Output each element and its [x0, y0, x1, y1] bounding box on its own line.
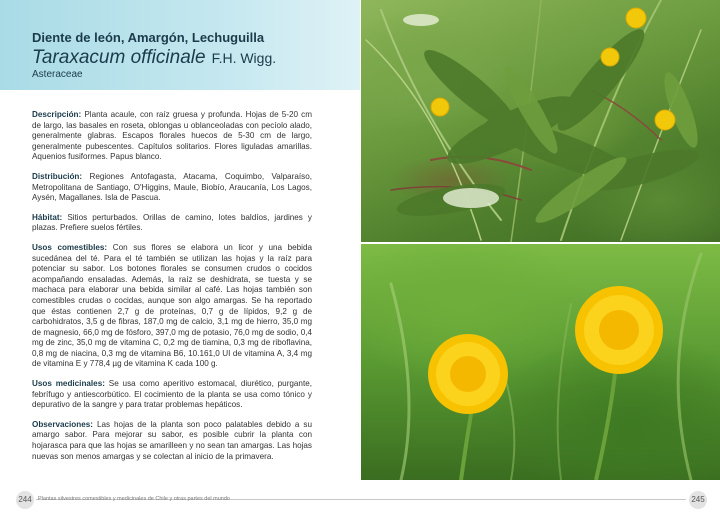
scientific-name: Taraxacum officinale — [32, 47, 206, 68]
descripcion-label: Descripción: — [32, 110, 82, 119]
common-names: Diente de león, Amargón, Lechuguilla — [32, 30, 265, 45]
author-abbreviation: F.H. Wigg. — [211, 50, 277, 66]
usos-comestibles-text: Con sus flores se elabora un licor y una bebida sucedánea del té. Para el té también se utilizan las hojas y la raíz para potenciar su sabor. Los botones florales se consumen crudos o cocidos acompañando ensaladas. Además, la raíz se deshidrata, se tuesta y se machaca para elaborar una bebida similar al café. Las hojas también son comestibles crudas o cocidas, aunque son algo amargas. Se ha reportado que éstas contienen 2,7 g de proteínas, 0,7 g de lípidos, 9,2 g de carbohidratos, 3,5 g de fibras, 187,0 mg de calcio, 3,1 mg de hierro, 35,0 mg de magnesio, 66,0 mg de fósforo, 397,0 mg de potasio, 76,0 mg de sodio, 0,4 mg de zinc, 35,0 mg de vitamina C, 0,2 mg de tiamina, 0,3 mg de riboflavina, 0,8 mg de niacina, 0,3 mg de vitamina B6, 10.161,0 UI de vitamina A, 3,4 mg de vitamina E y 778,4 µg de vitamina K cada 100 g. — [32, 242, 313, 369]
habitat-text: Sitios perturbados. Orillas de camino, lotes baldíos, jardines y plazas. Prefiere suelos fértiles. — [32, 212, 312, 233]
distribucion-paragraph — [32, 172, 312, 204]
observaciones-text: Las hojas de la planta son poco palatables debido a su amargo sabor. Para mejorar su sabor, es posible cubrir la planta con hojarasca para que las hojas se amarilleen y no sean tan amargas. Las hojas nuevas son menos amargas y se colectan al inicio de la primavera. — [32, 419, 312, 461]
scientific-name-line — [32, 47, 276, 69]
distribucion-text: Regiones Antofagasta, Atacama, Coquimbo, Valparaíso, Metropolitana de Santiago, O'Higgins, Maule, Biobío, Araucanía, Los Lagos, Aysén, Magallanes. Isla de Pascua. — [32, 171, 312, 203]
page-number-left: 244 — [16, 491, 34, 509]
usos-comestibles-label: Usos comestibles: — [32, 242, 108, 252]
description-column — [32, 110, 312, 471]
usos-comestibles-paragraph — [32, 243, 312, 370]
habitat-label: Hábitat: — [32, 212, 63, 222]
plant-family: Asteraceae — [32, 69, 83, 80]
observaciones-label: Observaciones: — [32, 419, 93, 429]
usos-medicinales-text: Se usa como aperitivo estomacal, diurético, purgante, febrífugo y antiescorbútico. El cocimiento de la planta se usa como tónico y depurativo de la sangre y para tratar problemas hepáticos. — [32, 379, 312, 410]
usos-medicinales-label: Usos medicinales: — [32, 379, 105, 389]
habitat-paragraph — [32, 213, 312, 234]
running-footer-title: Plantas silvestres comestibles y medicinales de Chile y otras partes del mundo — [38, 496, 230, 502]
flowers-illustration — [361, 244, 720, 480]
descripcion-text: Planta acaule, con raíz gruesa y profunda. Hojas de 5-20 cm de largo, las basales en roseta, oblongas u oblanceoladas con pecíolo alado, generalmente glabras. Escapos florales huecos de 5-30 cm de largo, generalmente pubescentes. Capítulos solitarios. Flores liguladas amarillas. Aquenios fusiformes. Papus blanco. — [32, 110, 312, 162]
usos-medicinales-paragraph — [32, 379, 312, 411]
photo-dandelion-flowers — [361, 244, 720, 480]
page-number-right: 245 — [689, 491, 707, 509]
descripcion-paragraph — [32, 110, 312, 163]
observaciones-paragraph — [32, 420, 312, 462]
rosette-illustration — [361, 0, 720, 242]
distribucion-label: Distribución: — [32, 171, 83, 181]
photo-dandelion-rosette — [361, 0, 720, 242]
